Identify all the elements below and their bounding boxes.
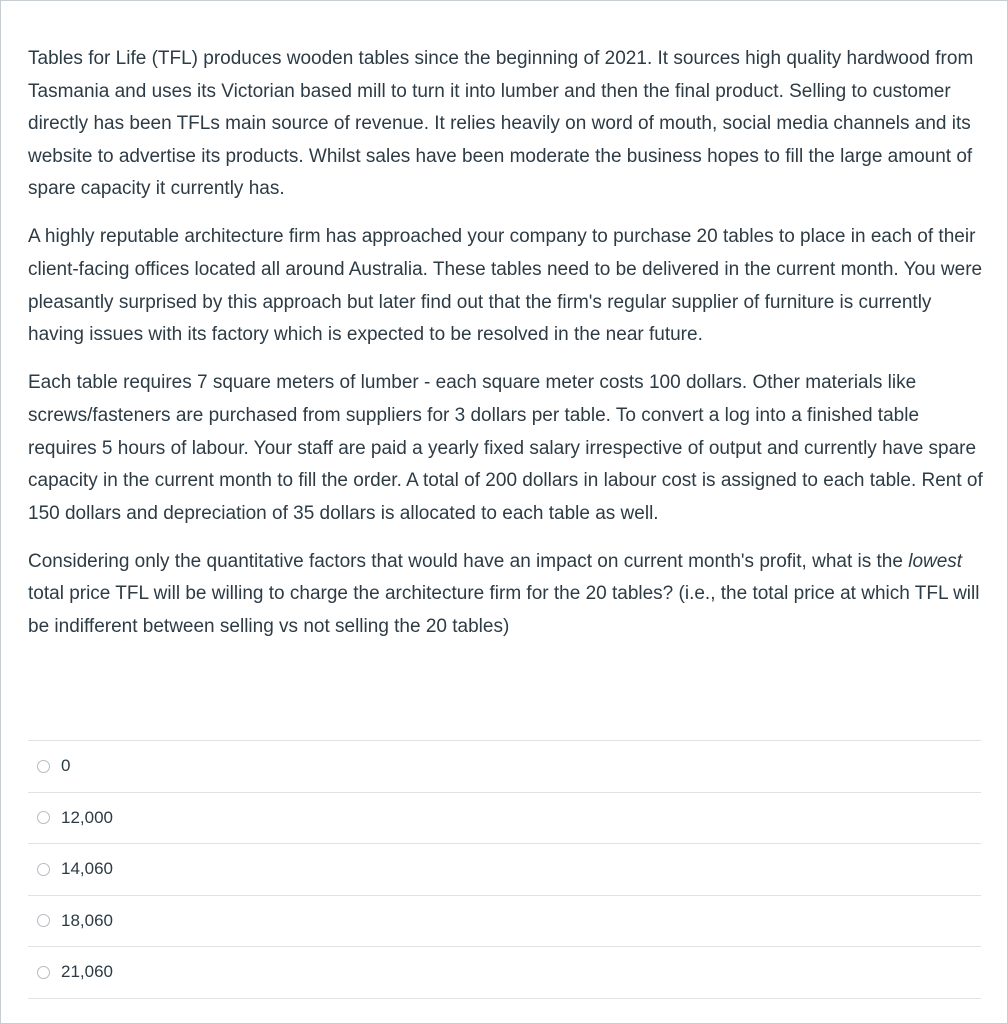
answer-label: 14,060 <box>61 859 113 879</box>
answer-option-21060[interactable] <box>28 947 981 999</box>
question-paragraph-2: A highly reputable architecture firm has approached your company to purchase 20 tables to place in each of their client-facing offices located all around Australia. These tables need to be delivered in the current month. You were pleasantly surprised by this approach but later find out that the firm's regular supplier of furniture is currently having issues with its factory which is expected to be resolved in the near future. <box>28 226 983 346</box>
question-paragraph-1: Tables for Life (TFL) produces wooden tables since the beginning of 2021. It sources high quality hardwood from Tasmania and uses its Victorian based mill to turn it into lumber and then the final product. Selling to customer directly has been TFLs main source of revenue. It relies heavily on word of mouth, social media channels and its website to advertise its products. Whilst sales have been moderate the business hopes to fill the large amount of spare capacity it currently has. <box>28 48 974 200</box>
question-emphasis-lowest: lowest <box>908 550 963 572</box>
question-prompt-start: Considering only the quantitative factors that would have an impact on current month's profit, what is the <box>28 550 909 572</box>
answer-label: 12,000 <box>61 807 113 827</box>
answer-option-12000[interactable] <box>28 793 981 845</box>
radio-button[interactable] <box>37 811 50 824</box>
answer-label: 18,060 <box>61 910 113 930</box>
answer-list <box>28 740 981 999</box>
radio-button[interactable] <box>37 863 50 876</box>
radio-button[interactable] <box>37 966 50 979</box>
radio-button[interactable] <box>37 760 50 773</box>
answer-label: 21,060 <box>61 962 113 982</box>
question-prompt-end: total price TFL will be willing to charge the architecture firm for the 20 tables? (i.e., the total price at which TFL will be indifferent between selling vs not selling the 20 tables) <box>28 583 980 637</box>
question-paragraph-4 <box>28 546 988 644</box>
answer-label: 0 <box>61 756 71 776</box>
answer-option-18060[interactable] <box>28 896 981 948</box>
answer-option-14060[interactable] <box>28 844 981 896</box>
radio-button[interactable] <box>37 914 50 927</box>
question-paragraph-3: Each table requires 7 square meters of lumber - each square meter costs 100 dollars. Other materials like screws/fasteners are purchased from suppliers for 3 dollars per table. To convert a log into a finished table requires 5 hours of labour. Your staff are paid a yearly fixed salary irrespective of output and currently have spare capacity in the current month to fill the order. A total of 200 dollars in labour cost is assigned to each table. Rent of 150 dollars and depreciation of 35 dollars is allocated to each table as well. <box>28 372 983 524</box>
question-text <box>28 43 988 644</box>
answer-option-0[interactable] <box>28 741 981 793</box>
